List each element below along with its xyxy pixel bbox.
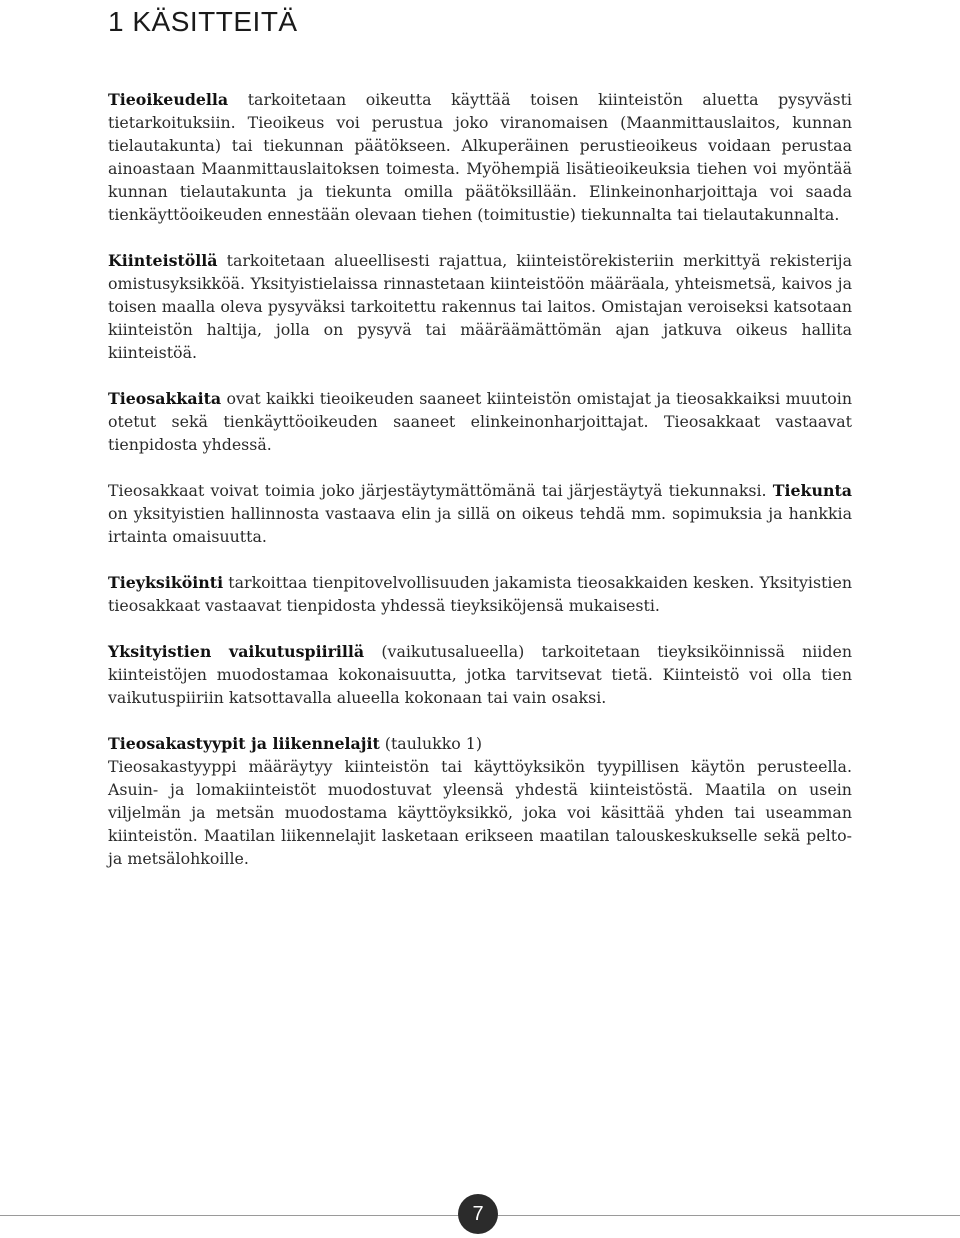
term-kiinteistolla: Kiinteistöllä xyxy=(108,251,218,270)
chapter-heading: 1 KÄSITTEITÄ xyxy=(108,6,298,37)
table-reference: (taulukko 1) xyxy=(379,734,483,753)
paragraph-kiinteisto xyxy=(108,249,852,364)
definition-text: Tieosakastyyppi määräytyy kiinteistön tai käyttöyksikön tyypillisen käytön perusteella. Asuin- ja lomakiinteistöt muodostuvat yleensä yhdestä kiinteistöstä. Maatila on usein viljelmän ja metsän muodostama käyttöyksikkö, joka voi käsittää yhden tai useamman kiinteistön. Maatilan liikennelajit lasketaan erikseen maatilan talouskeskukselle sekä pelto- ja metsälohkoille. xyxy=(108,757,852,868)
term-tieosakastyypit: Tieosakastyypit ja liikennelajit xyxy=(108,734,380,753)
paragraph-tieosakastyypit xyxy=(108,732,852,870)
definition-text: ovat kaikki tieoikeuden saaneet kiinteistön omistajat ja tieosakkaiksi muutoin otetut sekä tienkäyttöoikeuden saaneet elinkeinonharjoittajat. Tieosakkaat vastaavat tienpidosta yhdessä. xyxy=(108,389,852,454)
intro-text: Tieosakkaat voivat toimia joko järjestäytymättömänä tai järjestäytyä tiekunnaksi. xyxy=(108,481,773,500)
definition-text: (vaikutusalueella) tarkoitetaan tieyksiköinnissä niiden kiinteistöjen muodostamaa kokonaisuutta, jotka tarvitsevat tietä. Kiinteistö voi olla tien vaikutuspiiriin katsottavalla alueella kokonaan tai vain osaksi. xyxy=(108,642,852,707)
definition-text: on yksityistien hallinnosta vastaava elin ja sillä on oikeus tehdä mm. sopimuksia ja hankkia irtainta omaisuutta. xyxy=(108,504,852,546)
term-tiekunta: Tiekunta xyxy=(772,481,852,500)
term-vaikutuspiirilla: Yksityistien vaikutuspiirillä xyxy=(108,642,365,661)
definition-text: tarkoittaa tienpitovelvollisuuden jakamista tieosakkaiden kesken. Yksityistien tieosakkaat vastaavat tienpidosta yhdessä tieyksiköjensä mukaisesti. xyxy=(108,573,852,615)
definition-text: tarkoitetaan alueellisesti rajattua, kiinteistörekisteriin merkittyä rekisterija omistusyksikköä. Yksityistielaissa rinnastetaan kiinteistöön määräala, yhteismetsä, kaivos ja toisen maalla oleva pysyväksi tarkoitettu rakennus tai laitos. Omistajan veroiseksi katsotaan kiinteistön haltija, jolla on pysyvä tai määräämättömän ajan jatkuva oikeus hallita kiinteistöä. xyxy=(108,251,852,362)
subheading-line xyxy=(108,732,852,755)
page-number-badge: 7 xyxy=(458,1194,498,1234)
paragraph-tieoikeus xyxy=(108,88,852,226)
term-tieoikeudella: Tieoikeudella xyxy=(108,90,229,109)
paragraph-vaikutuspiiri xyxy=(108,640,852,709)
paragraph-tieyksikointi xyxy=(108,571,852,617)
body-text xyxy=(108,88,852,893)
definition-text: tarkoitetaan oikeutta käyttää toisen kiinteistön aluetta pysyvästi tietarkoituksiin. Tieoikeus voi perustua joko viranomaisen (Maanmittauslaitos, kunnan tielautakunta) tai tiekunnan päätökseen. Alkuperäinen perustieoikeus voidaan perustaa ainoastaan Maanmittauslaitoksen toimesta. Myöhempiä lisätieoikeuksia tiehen voi myöntää kunnan tielautakunta ja tiekunta omilla päätöksillään. Elinkeinonharjoittaja voi saada tienkäyttöoikeuden ennestään olevaan tiehen (toimitustie) tiekunnalta tai tielautakunnalta. xyxy=(108,90,852,224)
paragraph-tieosakkaat xyxy=(108,387,852,456)
term-tieyksikointi: Tieyksiköinti xyxy=(108,573,224,592)
term-tieosakkaita: Tieosakkaita xyxy=(108,389,222,408)
paragraph-tiekunta xyxy=(108,479,852,548)
